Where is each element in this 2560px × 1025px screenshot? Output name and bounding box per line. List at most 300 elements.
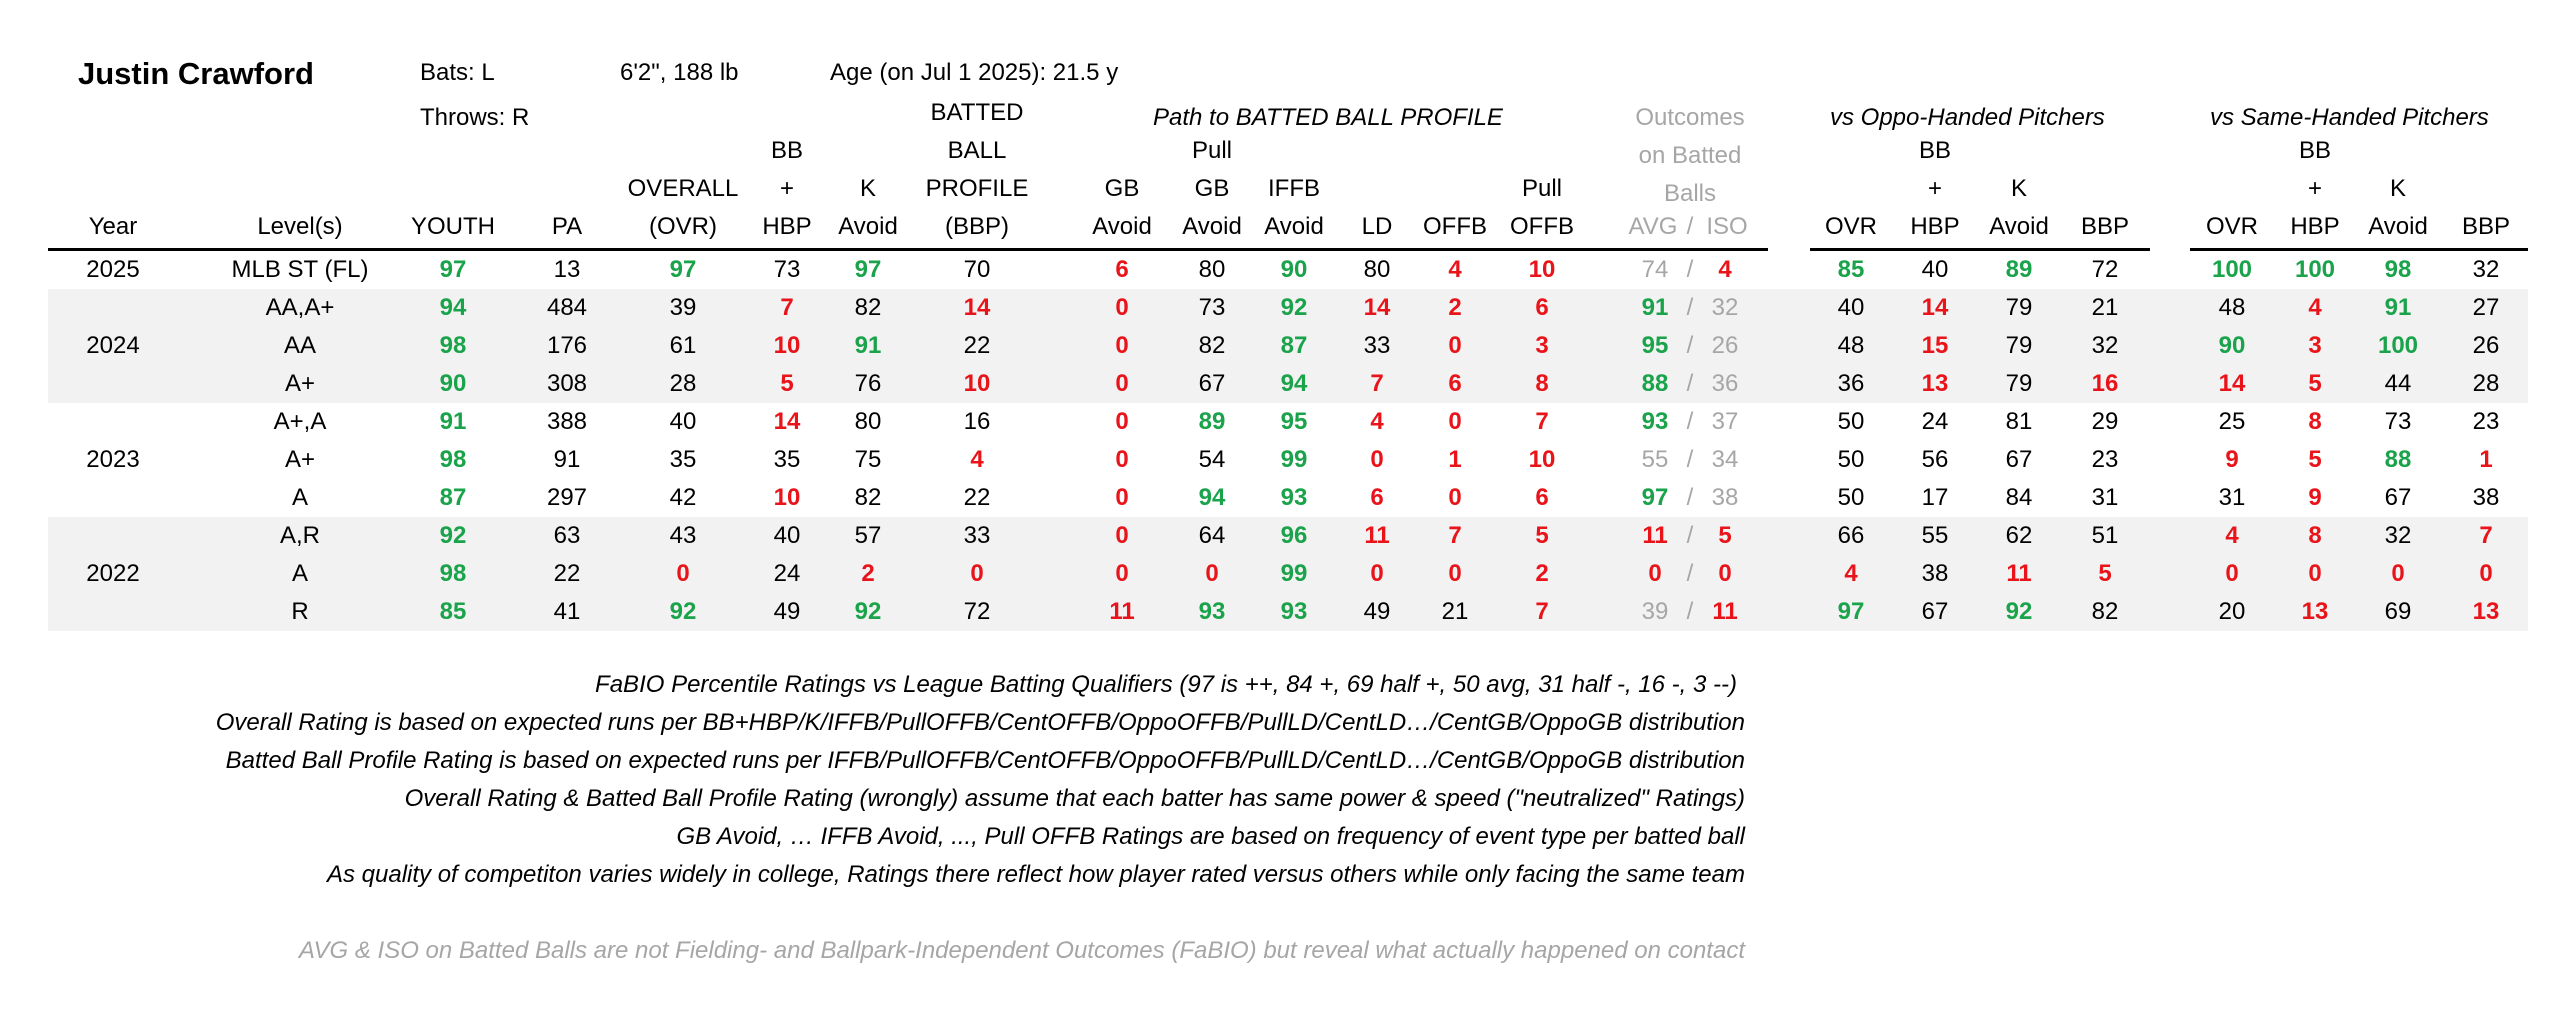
row-0-level: MLB ST (FL) [231, 256, 369, 283]
row-0-o_bbp: 72 [2091, 256, 2119, 283]
row-5-youth: 98 [439, 446, 467, 473]
row-6-o_bbp: 31 [2091, 484, 2119, 511]
row-7-iso: 5 [1718, 522, 1732, 549]
row-8-ld: 0 [1370, 560, 1384, 587]
row-1-youth: 94 [439, 294, 467, 321]
header-level-line-1: Level(s) [257, 213, 343, 240]
row-8-iso: 0 [1718, 560, 1732, 587]
row-6-s_bb: 9 [2308, 484, 2322, 511]
row-2-o_ovr: 48 [1837, 332, 1865, 359]
row-4-level: A+,A [273, 408, 327, 435]
row-8-pa: 22 [553, 560, 581, 587]
row-9-gb: 11 [1109, 598, 1135, 625]
row-4-gb: 0 [1115, 408, 1129, 435]
row-0-o_k: 89 [2005, 256, 2033, 283]
row-8-year: 2022 [86, 560, 140, 587]
row-3-s_bb: 5 [2308, 370, 2322, 397]
header-iso: ISO [1706, 213, 1748, 240]
row-1-poffb: 6 [1535, 294, 1549, 321]
row-7-s_bb: 8 [2308, 522, 2322, 549]
row-5-o_bb: 56 [1921, 446, 1949, 473]
row-9-o_k: 92 [2005, 598, 2033, 625]
header-bbp-line-3: PROFILE [925, 175, 1029, 202]
row-7-o_k: 62 [2005, 522, 2033, 549]
row-7-offb: 7 [1448, 522, 1462, 549]
row-5-k: 75 [854, 446, 882, 473]
header-o_k-line-1: K [2010, 175, 2027, 202]
row-6-s_bbp: 38 [2472, 484, 2500, 511]
header-s_ovr-line-1: OVR [2205, 213, 2258, 240]
row-2-avg: 95 [1641, 332, 1669, 359]
header-ld-line-1: LD [1361, 213, 1393, 240]
row-7-pgb: 64 [1198, 522, 1226, 549]
row-8-youth: 98 [439, 560, 467, 587]
row-2-o_bbp: 32 [2091, 332, 2119, 359]
player-name: Justin Crawford [78, 56, 314, 91]
row-4-o_bb: 24 [1921, 408, 1949, 435]
row-4-slash: / [1686, 408, 1694, 435]
header-o_bbp-line-1: BBP [2080, 213, 2130, 240]
row-0-pgb: 80 [1198, 256, 1226, 283]
row-7-o_ovr: 66 [1837, 522, 1865, 549]
row-2-gb: 0 [1115, 332, 1129, 359]
row-3-iso: 36 [1711, 370, 1739, 397]
row-3-pgb: 67 [1198, 370, 1226, 397]
row-6-o_k: 84 [2005, 484, 2033, 511]
row-1-slash: / [1686, 294, 1694, 321]
row-5-gb: 0 [1115, 446, 1129, 473]
row-0-s_ovr: 100 [2211, 256, 2253, 283]
row-4-iffb: 95 [1280, 408, 1308, 435]
row-7-s_ovr: 4 [2225, 522, 2239, 549]
row-7-bb: 40 [773, 522, 801, 549]
row-4-poffb: 7 [1535, 408, 1549, 435]
row-2-iso: 26 [1711, 332, 1739, 359]
row-3-k: 76 [854, 370, 882, 397]
row-4-offb: 0 [1448, 408, 1462, 435]
row-7-iffb: 96 [1280, 522, 1308, 549]
header-s_bb-line-1: BB [2298, 137, 2331, 164]
header-bb-line-2: + [779, 175, 794, 202]
row-8-bbp: 0 [970, 560, 984, 587]
note-2: Overall Rating is based on expected runs per BB+HBP/K/IFFB/PullOFFB/CentOFFB/OppoOFFB/PullLD/CentLD…/CentGB/OppoGB distribution [215, 709, 1745, 736]
outcomes-header-1: Outcomes [1635, 104, 1745, 131]
row-5-level: A+ [284, 446, 316, 473]
row-5-s_bbp: 1 [2479, 446, 2493, 473]
header-gb-line-1: GB [1104, 175, 1140, 202]
row-0-o_bb: 40 [1921, 256, 1949, 283]
row-3-level: A+ [284, 370, 316, 397]
row-1-offb: 2 [1448, 294, 1462, 321]
header-slash: / [1686, 213, 1694, 240]
row-6-iso: 38 [1711, 484, 1739, 511]
row-8-bb: 24 [773, 560, 801, 587]
row-5-ovr: 35 [669, 446, 697, 473]
header-avg: AVG [1628, 213, 1678, 240]
row-9-s_k: 69 [2384, 598, 2412, 625]
row-7-level: A,R [279, 522, 320, 549]
row-5-slash: / [1686, 446, 1694, 473]
row-4-iso: 37 [1711, 408, 1739, 435]
row-4-s_k: 73 [2384, 408, 2412, 435]
row-3-s_ovr: 14 [2218, 370, 2246, 397]
row-9-poffb: 7 [1535, 598, 1549, 625]
row-4-ovr: 40 [669, 408, 697, 435]
row-1-o_k: 79 [2005, 294, 2033, 321]
row-7-gb: 0 [1115, 522, 1129, 549]
header-s_bb-line-3: HBP [2290, 213, 2340, 240]
row-0-gb: 6 [1115, 256, 1129, 283]
note-6: As quality of competiton varies widely in college, Ratings there reflect how player rated versus others while only facing the same team [326, 861, 1745, 888]
row-6-avg: 97 [1641, 484, 1669, 511]
row-3-avg: 88 [1641, 370, 1669, 397]
row-1-bb: 7 [780, 294, 794, 321]
row-0-offb: 4 [1448, 256, 1462, 283]
row-9-o_ovr: 97 [1837, 598, 1865, 625]
row-2-ld: 33 [1363, 332, 1391, 359]
row-9-pgb: 93 [1198, 598, 1226, 625]
header-ovr-line-1: OVERALL [627, 175, 739, 202]
row-7-o_bb: 55 [1921, 522, 1949, 549]
row-2-year: 2024 [86, 332, 140, 359]
throws-label: Throws: R [420, 104, 530, 131]
header-o_k-line-2: Avoid [1989, 213, 2049, 240]
row-4-o_ovr: 50 [1837, 408, 1865, 435]
row-0-iso: 4 [1718, 256, 1732, 283]
row-1-avg: 91 [1641, 294, 1669, 321]
header-s_k-line-2: Avoid [2368, 213, 2428, 240]
row-8-s_k: 0 [2391, 560, 2405, 587]
row-2-level: AA [283, 332, 316, 359]
row-4-o_k: 81 [2005, 408, 2033, 435]
note-3: Batted Ball Profile Rating is based on expected runs per IFFB/PullOFFB/CentOFFB/OppoOFFB/PullLD/CentLD…/CentGB/OppoGB distribution [225, 747, 1745, 774]
row-0-o_ovr: 85 [1837, 256, 1865, 283]
row-7-pa: 63 [553, 522, 581, 549]
row-5-year: 2023 [86, 446, 140, 473]
row-5-o_ovr: 50 [1837, 446, 1865, 473]
row-3-s_k: 44 [2384, 370, 2412, 397]
bats-label: Bats: L [420, 59, 495, 86]
row-7-k: 57 [854, 522, 882, 549]
row-2-ovr: 61 [669, 332, 697, 359]
row-4-pgb: 89 [1198, 408, 1226, 435]
row-8-avg: 0 [1648, 560, 1662, 587]
row-1-iffb: 92 [1280, 294, 1308, 321]
row-8-s_bbp: 0 [2479, 560, 2493, 587]
row-9-o_bbp: 82 [2091, 598, 2119, 625]
row-3-iffb: 94 [1280, 370, 1308, 397]
row-8-offb: 0 [1448, 560, 1462, 587]
row-5-bb: 35 [773, 446, 801, 473]
row-5-s_bb: 5 [2308, 446, 2322, 473]
row-6-pgb: 94 [1198, 484, 1226, 511]
header-iffb-line-1: IFFB [1268, 175, 1320, 202]
row-1-pgb: 73 [1198, 294, 1226, 321]
note-1: FaBIO Percentile Ratings vs League Batting Qualifiers (97 is ++, 84 +, 69 half +, 50 avg, 31 half -, 16 -, 3 --) [595, 671, 1737, 698]
row-3-bbp: 10 [963, 370, 991, 397]
row-4-k: 80 [854, 408, 882, 435]
row-9-bbp: 72 [963, 598, 991, 625]
row-8-iffb: 99 [1280, 560, 1308, 587]
row-3-o_bb: 13 [1921, 370, 1949, 397]
header-offb-line-1: OFFB [1423, 213, 1487, 240]
row-6-ld: 6 [1370, 484, 1384, 511]
row-6-s_k: 67 [2384, 484, 2412, 511]
header-ovr-line-2: (OVR) [649, 213, 717, 240]
row-0-bbp: 70 [963, 256, 991, 283]
row-7-o_bbp: 51 [2091, 522, 2119, 549]
header-pgb-line-3: Avoid [1182, 213, 1242, 240]
row-4-pa: 388 [546, 408, 588, 435]
row-8-pgb: 0 [1205, 560, 1219, 587]
row-0-s_bb: 100 [2294, 256, 2336, 283]
row-9-iso: 11 [1712, 598, 1738, 625]
row-2-iffb: 87 [1280, 332, 1308, 359]
row-7-bbp: 33 [963, 522, 991, 549]
row-6-iffb: 93 [1280, 484, 1308, 511]
row-6-k: 82 [854, 484, 882, 511]
row-9-ovr: 92 [669, 598, 697, 625]
row-9-pa: 41 [553, 598, 581, 625]
row-2-youth: 98 [439, 332, 467, 359]
row-1-ovr: 39 [669, 294, 697, 321]
row-5-pa: 91 [553, 446, 581, 473]
row-3-offb: 6 [1448, 370, 1462, 397]
row-7-s_k: 32 [2384, 522, 2412, 549]
row-5-ld: 0 [1370, 446, 1384, 473]
header-o_bb-line-2: + [1927, 175, 1942, 202]
row-2-offb: 0 [1448, 332, 1462, 359]
row-5-pgb: 54 [1198, 446, 1226, 473]
row-5-bbp: 4 [970, 446, 984, 473]
row-5-iso: 34 [1711, 446, 1739, 473]
row-2-s_bbp: 26 [2472, 332, 2500, 359]
row-8-s_ovr: 0 [2225, 560, 2239, 587]
row-7-s_bbp: 7 [2479, 522, 2493, 549]
header-o_bb-line-1: BB [1918, 137, 1951, 164]
row-7-youth: 92 [439, 522, 467, 549]
row-4-youth: 91 [439, 408, 467, 435]
row-4-s_bb: 8 [2308, 408, 2322, 435]
row-0-k: 97 [854, 256, 882, 283]
row-6-bb: 10 [773, 484, 801, 511]
outcomes-header-2: on Batted [1638, 142, 1742, 169]
oppo-group-header: vs Oppo-Handed Pitchers [1830, 104, 2105, 131]
header-bbp-line-1: BATTED [930, 99, 1024, 126]
header-poffb-line-2: OFFB [1510, 213, 1574, 240]
row-4-bb: 14 [773, 408, 801, 435]
row-0-avg: 74 [1641, 256, 1669, 283]
row-5-o_bbp: 23 [2091, 446, 2119, 473]
row-1-gb: 0 [1115, 294, 1129, 321]
header-k-line-1: K [859, 175, 876, 202]
row-1-level: AA,A+ [265, 294, 335, 321]
row-6-offb: 0 [1448, 484, 1462, 511]
header-bb-line-3: HBP [762, 213, 812, 240]
outcomes-header-3: Balls [1663, 180, 1717, 207]
row-1-s_bbp: 27 [2472, 294, 2500, 321]
header-bbp-line-2: BALL [947, 137, 1007, 164]
row-9-s_bbp: 13 [2472, 598, 2500, 625]
row-8-s_bb: 0 [2308, 560, 2322, 587]
row-1-ld: 14 [1363, 294, 1391, 321]
row-2-s_bb: 3 [2308, 332, 2322, 359]
row-9-iffb: 93 [1280, 598, 1308, 625]
row-3-ovr: 28 [669, 370, 697, 397]
row-3-pa: 308 [546, 370, 588, 397]
row-1-iso: 32 [1711, 294, 1739, 321]
row-9-o_bb: 67 [1921, 598, 1949, 625]
row-8-o_k: 11 [2006, 560, 2032, 587]
row-4-bbp: 16 [963, 408, 991, 435]
row-6-pa: 297 [546, 484, 588, 511]
row-0-poffb: 10 [1528, 256, 1556, 283]
row-1-o_ovr: 40 [1837, 294, 1865, 321]
row-2-bbp: 22 [963, 332, 991, 359]
row-2-pa: 176 [546, 332, 588, 359]
row-0-slash: / [1686, 256, 1694, 283]
row-5-o_k: 67 [2005, 446, 2033, 473]
row-0-s_k: 98 [2384, 256, 2412, 283]
row-0-iffb: 90 [1280, 256, 1308, 283]
row-9-level: R [291, 598, 309, 625]
row-2-o_bb: 15 [1921, 332, 1949, 359]
row-5-s_k: 88 [2384, 446, 2412, 473]
row-6-slash: / [1686, 484, 1694, 511]
row-9-s_ovr: 20 [2218, 598, 2246, 625]
row-6-bbp: 22 [963, 484, 991, 511]
row-2-pgb: 82 [1198, 332, 1226, 359]
row-4-s_ovr: 25 [2218, 408, 2246, 435]
row-1-o_bb: 14 [1921, 294, 1949, 321]
row-2-slash: / [1686, 332, 1694, 359]
row-4-s_bbp: 23 [2472, 408, 2500, 435]
row-8-o_bb: 38 [1921, 560, 1949, 587]
header-k-line-2: Avoid [838, 213, 898, 240]
header-year-line-1: Year [88, 213, 138, 240]
row-1-bbp: 14 [963, 294, 991, 321]
row-3-o_k: 79 [2005, 370, 2033, 397]
row-8-level: A [291, 560, 308, 587]
row-9-s_bb: 13 [2301, 598, 2329, 625]
row-8-o_ovr: 4 [1844, 560, 1858, 587]
footnote: AVG & ISO on Batted Balls are not Fielding- and Ballpark-Independent Outcomes (FaBIO) but reveal what actually happened on contact [298, 937, 1745, 964]
row-0-year: 2025 [86, 256, 140, 283]
header-bbp-line-4: (BBP) [944, 213, 1009, 240]
row-8-gb: 0 [1115, 560, 1129, 587]
row-5-s_ovr: 9 [2225, 446, 2239, 473]
row-8-ovr: 0 [676, 560, 690, 587]
row-4-o_bbp: 29 [2091, 408, 2119, 435]
path-group-header: Path to BATTED BALL PROFILE [1153, 104, 1503, 131]
row-2-s_k: 100 [2377, 332, 2419, 359]
row-3-o_ovr: 36 [1837, 370, 1865, 397]
note-5: GB Avoid, … IFFB Avoid, ..., Pull OFFB Ratings are based on frequency of event type per batted ball [676, 823, 1745, 850]
row-3-slash: / [1686, 370, 1694, 397]
row-9-k: 92 [854, 598, 882, 625]
header-bb-line-1: BB [770, 137, 803, 164]
row-7-ld: 11 [1364, 522, 1390, 549]
row-5-avg: 55 [1641, 446, 1669, 473]
row-8-k: 2 [861, 560, 875, 587]
row-8-slash: / [1686, 560, 1694, 587]
row-3-bb: 5 [780, 370, 794, 397]
header-gb-line-2: Avoid [1092, 213, 1152, 240]
row-3-gb: 0 [1115, 370, 1129, 397]
row-2-bb: 10 [773, 332, 801, 359]
header-poffb-line-1: Pull [1521, 175, 1563, 202]
row-0-bb: 73 [773, 256, 801, 283]
row-8-o_bbp: 5 [2098, 560, 2112, 587]
header-o_bb-line-3: HBP [1910, 213, 1960, 240]
row-7-avg: 11 [1642, 522, 1668, 549]
row-6-gb: 0 [1115, 484, 1129, 511]
row-4-ld: 4 [1370, 408, 1384, 435]
row-3-youth: 90 [439, 370, 467, 397]
header-pgb-line-2: GB [1194, 175, 1230, 202]
same-group-header: vs Same-Handed Pitchers [2210, 104, 2489, 131]
row-6-o_ovr: 50 [1837, 484, 1865, 511]
row-6-level: A [291, 484, 308, 511]
row-6-poffb: 6 [1535, 484, 1549, 511]
row-6-youth: 87 [439, 484, 467, 511]
age-label: Age (on Jul 1 2025): 21.5 y [830, 59, 1119, 86]
row-3-poffb: 8 [1535, 370, 1549, 397]
height-weight: 6'2", 188 lb [620, 59, 739, 86]
row-5-offb: 1 [1448, 446, 1462, 473]
row-0-s_bbp: 32 [2472, 256, 2500, 283]
row-3-s_bbp: 28 [2472, 370, 2500, 397]
row-9-bb: 49 [773, 598, 801, 625]
row-1-s_bb: 4 [2308, 294, 2322, 321]
row-0-pa: 13 [553, 256, 581, 283]
row-4-avg: 93 [1641, 408, 1669, 435]
row-0-ld: 80 [1363, 256, 1391, 283]
row-9-avg: 39 [1641, 598, 1669, 625]
row-2-k: 91 [854, 332, 882, 359]
row-1-o_bbp: 21 [2091, 294, 2119, 321]
note-4: Overall Rating & Batted Ball Profile Rating (wrongly) assume that each batter has same power & speed ("neutralized" Ratings) [404, 785, 1745, 812]
header-pa-line-1: PA [551, 213, 583, 240]
row-6-s_ovr: 31 [2218, 484, 2246, 511]
header-youth-line-1: YOUTH [411, 213, 495, 240]
header-s_k-line-1: K [2389, 175, 2406, 202]
header-o_ovr-line-1: OVR [1824, 213, 1877, 240]
row-8-poffb: 2 [1535, 560, 1549, 587]
row-1-s_k: 91 [2384, 294, 2412, 321]
row-0-youth: 97 [439, 256, 467, 283]
row-2-poffb: 3 [1535, 332, 1549, 359]
header-pgb-line-1: Pull [1191, 137, 1233, 164]
header-s_bbp-line-1: BBP [2461, 213, 2511, 240]
row-0-ovr: 97 [669, 256, 697, 283]
row-6-o_bb: 17 [1921, 484, 1949, 511]
row-7-ovr: 43 [669, 522, 697, 549]
row-2-o_k: 79 [2005, 332, 2033, 359]
row-5-iffb: 99 [1280, 446, 1308, 473]
row-3-o_bbp: 16 [2091, 370, 2119, 397]
header-s_bb-line-2: + [2307, 175, 2322, 202]
row-1-s_ovr: 48 [2218, 294, 2246, 321]
row-7-poffb: 5 [1535, 522, 1549, 549]
row-1-pa: 484 [546, 294, 588, 321]
row-9-youth: 85 [439, 598, 467, 625]
row-3-ld: 7 [1370, 370, 1384, 397]
row-2-s_ovr: 90 [2218, 332, 2246, 359]
row-7-slash: / [1686, 522, 1694, 549]
row-6-ovr: 42 [669, 484, 697, 511]
row-5-poffb: 10 [1528, 446, 1556, 473]
